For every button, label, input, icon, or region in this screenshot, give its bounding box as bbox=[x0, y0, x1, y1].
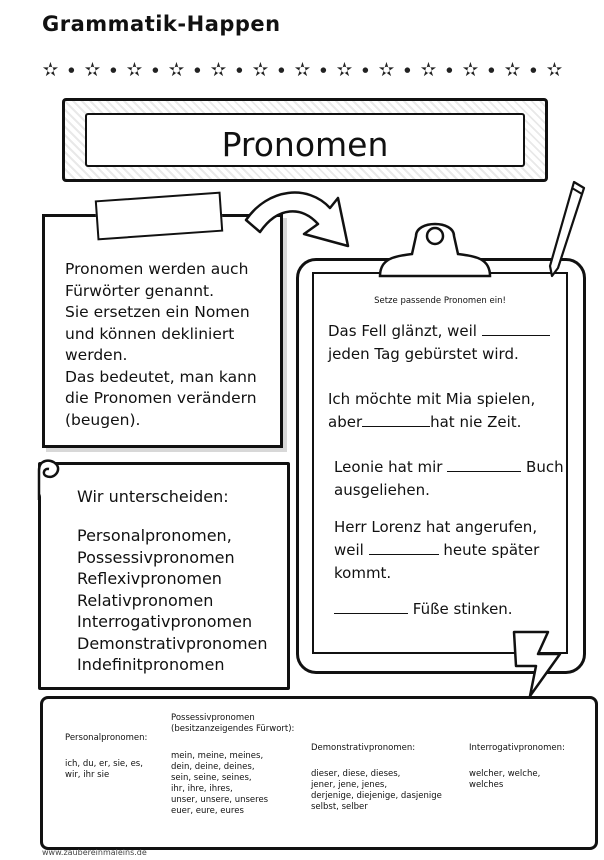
exercise-instruction: Setze passende Pronomen ein! bbox=[374, 296, 506, 306]
pron-line: euer, eure, eures bbox=[171, 806, 244, 816]
page-title: Pronomen bbox=[221, 125, 389, 164]
explanation-line: Fürwörter genannt. bbox=[65, 281, 215, 300]
explanation-line: (beugen). bbox=[65, 410, 141, 429]
exercise-2: Ich möchte mit Mia spielen, bbox=[328, 390, 536, 408]
types-heading: Wir unterscheiden: bbox=[77, 487, 229, 506]
star-icon: ✫ bbox=[294, 59, 311, 81]
pron-line: sein, seine, seines, bbox=[171, 773, 252, 783]
exercise-text: hat nie Zeit. bbox=[430, 413, 522, 431]
pron-line: (besitzanzeigendes Fürwort): bbox=[171, 724, 295, 734]
pron-line: welcher, welche, bbox=[469, 769, 541, 779]
pron-line: unser, unsere, unseres bbox=[171, 795, 269, 805]
star-icon: ✫ bbox=[462, 59, 479, 81]
interrogativ-list bbox=[469, 769, 540, 791]
explanation-line: Das bedeutet, man kann bbox=[65, 367, 257, 386]
pron-line: dieser, diese, dieses, bbox=[311, 769, 401, 779]
star-icon: ✫ bbox=[126, 59, 143, 81]
dot-icon: ∙ bbox=[275, 59, 288, 81]
type-item: Possessivpronomen bbox=[77, 547, 235, 567]
answer-blank[interactable] bbox=[369, 540, 439, 555]
exercise-text: kommt. bbox=[334, 564, 392, 582]
pencil-icon bbox=[544, 178, 588, 278]
pron-line: selbst, selber bbox=[311, 802, 368, 812]
interrogativ-title: Interrogativpronomen: bbox=[469, 743, 565, 753]
star-icon: ✫ bbox=[252, 59, 269, 81]
personal-list bbox=[65, 759, 143, 781]
star-icon: ✫ bbox=[84, 59, 101, 81]
type-item: Personalpronomen, bbox=[77, 526, 232, 545]
clipboard-clip-icon bbox=[376, 214, 494, 280]
exercise-3 bbox=[334, 456, 564, 478]
answer-blank[interactable] bbox=[447, 457, 521, 472]
explanation-line: Pronomen werden auch bbox=[65, 260, 249, 278]
answer-blank[interactable] bbox=[334, 599, 408, 614]
lightning-icon bbox=[508, 630, 564, 698]
types-list bbox=[77, 525, 268, 676]
page-header: Grammatik-Happen bbox=[42, 12, 281, 36]
demonstrativ-title: Demonstrativpronomen: bbox=[311, 743, 416, 753]
star-icon: ✫ bbox=[378, 59, 395, 81]
pron-line: wir, ihr sie bbox=[65, 770, 110, 780]
star-icon: ✫ bbox=[420, 59, 437, 81]
page-curl-icon bbox=[36, 456, 76, 502]
star-icon: ✫ bbox=[168, 59, 185, 81]
exercise-text: Buch bbox=[526, 458, 564, 476]
exercise-text: jeden Tag gebürstet wird. bbox=[328, 345, 519, 363]
pron-line: mein, meine, meines, bbox=[171, 751, 264, 761]
star-icon: ✫ bbox=[336, 59, 353, 81]
pronoun-reference-box bbox=[40, 696, 598, 850]
exercise-text: ausgeliehen. bbox=[334, 481, 430, 499]
exercise-4: Herr Lorenz hat angerufen, bbox=[334, 518, 538, 536]
type-item: Interrogativpronomen bbox=[77, 612, 253, 631]
exercise-4-line2 bbox=[334, 539, 539, 561]
dot-icon: ∙ bbox=[443, 59, 456, 81]
explanation-line: und können dekliniert bbox=[65, 324, 235, 343]
pron-line: Possessivpronomen bbox=[171, 713, 255, 723]
dot-icon: ∙ bbox=[359, 59, 372, 81]
explanation-line: die Pronomen verändern bbox=[65, 389, 257, 407]
exercise-text: Leonie hat mir bbox=[334, 458, 443, 476]
dot-icon: ∙ bbox=[317, 59, 330, 81]
exercise-5 bbox=[334, 598, 513, 620]
dot-icon: ∙ bbox=[485, 59, 498, 81]
demonstrativ-list bbox=[311, 769, 442, 813]
exercise-sheet bbox=[312, 272, 568, 654]
pron-line: dein, deine, deines, bbox=[171, 762, 255, 772]
star-icon: ✫ bbox=[546, 59, 563, 81]
dot-icon: ∙ bbox=[191, 59, 204, 81]
title-frame bbox=[62, 98, 548, 182]
exercise-text: aber bbox=[328, 413, 363, 431]
answer-blank[interactable] bbox=[362, 412, 430, 427]
type-item: Indefinitpronomen bbox=[77, 655, 225, 674]
personal-title: Personalpronomen: bbox=[65, 733, 148, 743]
pron-line: derjenige, diejenige, dasjenige bbox=[311, 791, 442, 801]
type-item: Relativpronomen bbox=[77, 590, 214, 610]
pron-line: ihr, ihre, ihres, bbox=[171, 784, 233, 794]
exercise-text: Füße stinken. bbox=[412, 600, 513, 618]
exercise-text: weil bbox=[334, 541, 364, 559]
dot-icon: ∙ bbox=[527, 59, 540, 81]
exercise-text: heute später bbox=[443, 541, 540, 559]
star-border bbox=[40, 58, 580, 82]
dot-icon: ∙ bbox=[107, 59, 120, 81]
explanation-line: werden. bbox=[65, 346, 128, 364]
possessiv-list bbox=[171, 751, 268, 817]
footer-url: www.zaubereinmaleins.de bbox=[42, 848, 147, 857]
answer-blank[interactable] bbox=[482, 321, 550, 336]
pron-line: ich, du, er, sie, es, bbox=[65, 759, 143, 769]
explanation-line: Sie ersetzen ein Nomen bbox=[65, 303, 250, 321]
dot-icon: ∙ bbox=[233, 59, 246, 81]
explanation-text bbox=[65, 259, 270, 431]
dot-icon: ∙ bbox=[65, 59, 78, 81]
dot-icon: ∙ bbox=[401, 59, 414, 81]
type-item: Reflexivpronomen bbox=[77, 569, 222, 588]
dot-icon: ∙ bbox=[149, 59, 162, 81]
pron-line: welches bbox=[469, 780, 504, 790]
pron-line: jener, jene, jenes, bbox=[311, 780, 388, 790]
type-item: Demonstrativpronomen bbox=[77, 633, 268, 653]
exercise-text: Das Fell glänzt, weil bbox=[328, 322, 477, 340]
star-icon: ✫ bbox=[210, 59, 227, 81]
title-panel bbox=[85, 113, 525, 167]
exercise-1 bbox=[328, 320, 550, 342]
star-icon: ✫ bbox=[42, 59, 59, 81]
exercise-2-line2 bbox=[328, 411, 521, 433]
curved-arrow-icon bbox=[238, 180, 358, 260]
star-icon: ✫ bbox=[504, 59, 521, 81]
possessiv-title bbox=[171, 713, 294, 735]
